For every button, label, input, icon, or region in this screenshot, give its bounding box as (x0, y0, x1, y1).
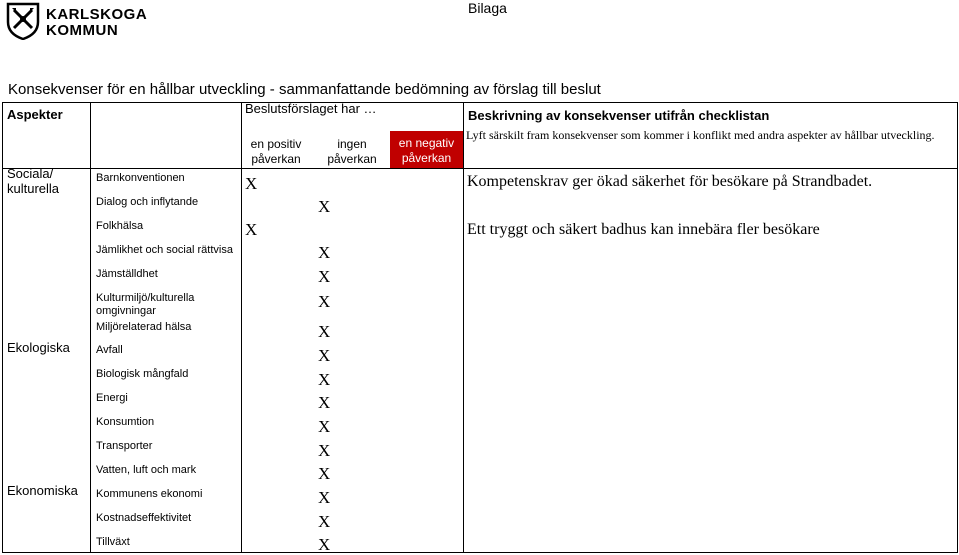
table-row-label: Transporter (96, 440, 153, 452)
table-row-label: Kostnadseffektivitet (96, 512, 192, 524)
header-divider (2, 168, 958, 169)
header-beslut: Beslutsförslaget har … (245, 101, 377, 116)
table-row-label: Dialog och inflytande (96, 196, 199, 208)
category-ekologiska: Ekologiska (7, 340, 70, 355)
table-row-label: Kulturmiljö/kulturella omgivningar (96, 292, 195, 317)
mark-ingen: X (318, 197, 331, 216)
lyft-note: Lyft särskilt fram konsekvenser som kommer i konflikt med andra aspekter av hållbar utveckling. (466, 128, 935, 142)
mark-ingen: X (318, 267, 331, 286)
logo-line1: KARLSKOGA (46, 6, 148, 23)
mark-ingen: X (318, 393, 331, 412)
header-ingen: ingen påverkan (327, 137, 377, 166)
mark-ingen: X (318, 346, 331, 365)
header-aspekter: Aspekter (7, 107, 63, 122)
table-row-label: Kommunens ekonomi (96, 488, 203, 500)
table-row-label: Energi (96, 392, 128, 404)
mark-positiv: X (245, 220, 258, 239)
table-row-label: Folkhälsa (96, 220, 144, 232)
mark-ingen: X (318, 512, 331, 531)
table-row-label: Jämställdhet (96, 268, 158, 280)
col-divider (463, 102, 464, 553)
table-row-label: Avfall (96, 344, 123, 356)
header-positiv: en positiv påverkan (250, 137, 302, 166)
mark-ingen: X (318, 441, 331, 460)
table-row-label: Vatten, luft och mark (96, 464, 197, 476)
table-row-label: Biologisk mångfald (96, 368, 189, 380)
header-beskrivning: Beskrivning av konsekvenser utifrån checklistan (468, 108, 770, 123)
row-description: Ett tryggt och säkert badhus kan innebära fler besökare (467, 221, 820, 238)
col-divider (90, 102, 91, 553)
mark-ingen: X (318, 464, 331, 483)
logo-line2: KOMMUN (46, 22, 119, 39)
mark-ingen: X (318, 292, 331, 311)
mark-ingen: X (318, 417, 331, 436)
mark-ingen: X (318, 322, 331, 341)
bilaga-label: Bilaga (468, 0, 507, 16)
category-sociala: Sociala/ kulturella (7, 166, 60, 196)
category-ekonomiska: Ekonomiska (7, 483, 78, 498)
karlskoga-logo (6, 2, 146, 42)
coat-of-arms-icon (6, 2, 40, 40)
table-row-label: Barnkonventionen (96, 172, 185, 184)
mark-ingen: X (318, 535, 331, 554)
row-description: Kompetenskrav ger ökad säkerhet för besökare på Strandbadet. (467, 173, 873, 190)
table-row-label: Tillväxt (96, 536, 130, 548)
table-row-label: Miljörelaterad hälsa (96, 321, 192, 333)
col-divider (241, 102, 242, 553)
header-negativ: en negativ påverkan (390, 131, 463, 168)
mark-ingen: X (318, 488, 331, 507)
mark-ingen: X (318, 243, 331, 262)
mark-ingen: X (318, 370, 331, 389)
table-row-label: Konsumtion (96, 416, 155, 428)
table-row-label: Jämlikhet och social rättvisa (96, 244, 233, 256)
page-title: Konsekvenser för en hållbar utveckling - sammanfattande bedömning av förslag till beslut (8, 81, 601, 98)
mark-positiv: X (245, 174, 258, 193)
